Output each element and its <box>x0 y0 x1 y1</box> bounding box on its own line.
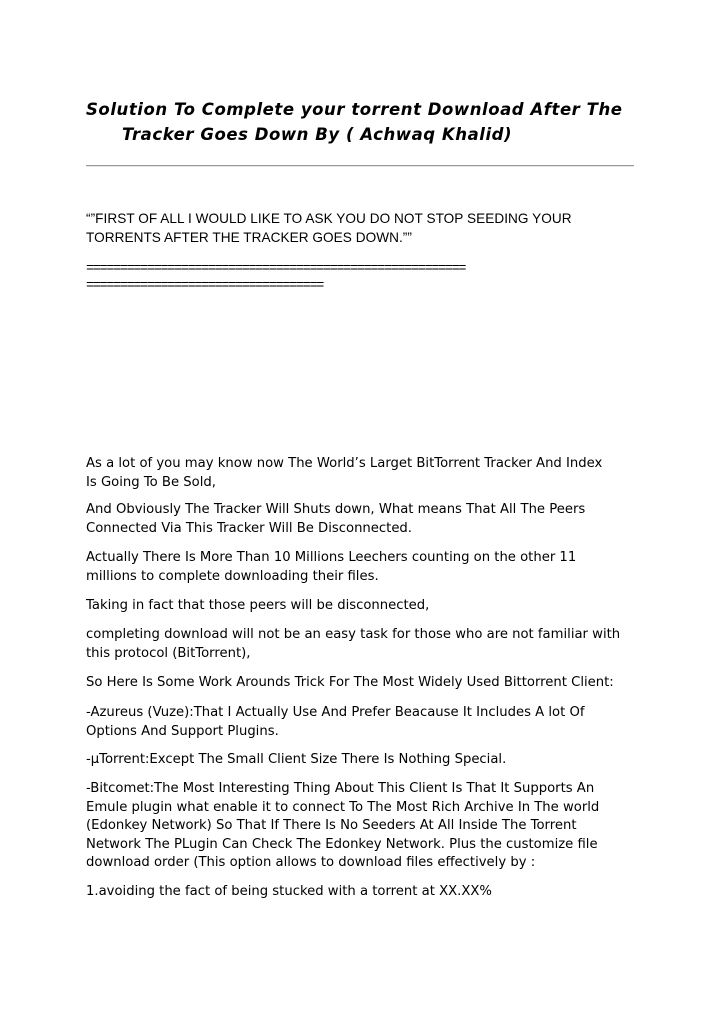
paragraph-line: -µTorrent:Except The Small Client Size There Is Nothing Special. <box>86 752 507 767</box>
horizontal-rule <box>86 165 634 167</box>
body-paragraph <box>86 751 646 770</box>
body-paragraph <box>86 455 646 492</box>
separator-line-2: =================================== <box>86 279 323 294</box>
body-paragraph <box>86 597 646 616</box>
paragraph-line: Options And Support Plugins. <box>86 723 279 739</box>
paragraph-line: Network The PLugin Can Check The Edonkey Network. Plus the customize file <box>86 836 598 852</box>
body-paragraph <box>86 704 646 741</box>
paragraph-line: millions to complete downloading their files. <box>86 568 379 584</box>
paragraph-line: Emule plugin what enable it to connect To The Most Rich Archive In The world <box>86 799 600 815</box>
paragraph-line: 1.avoiding the fact of being stucked with a torrent at XX.XX% <box>86 884 492 899</box>
title-line-2: Tracker Goes Down By ( Achwaq Khalid) <box>122 125 513 144</box>
document-title <box>86 97 646 147</box>
title-line-1: Solution To Complete your torrent Download After The <box>86 100 623 119</box>
separator-line-1: ======================================================== <box>86 262 466 277</box>
paragraph-line: And Obviously The Tracker Will Shuts down, What means That All The Peers <box>86 502 586 517</box>
paragraph-line: Actually There Is More Than 10 Millions Leechers counting on the other 11 <box>86 550 577 565</box>
paragraph-line: -Azureus (Vuze):That I Actually Use And Prefer Beacause It Includes A lot Of <box>86 705 585 720</box>
paragraph-line: Taking in fact that those peers will be disconnected, <box>86 598 430 613</box>
paragraph-line: Is Going To Be Sold, <box>86 474 216 490</box>
paragraph-line: So Here Is Some Work Arounds Trick For The Most Widely Used Bittorrent Client: <box>86 675 614 690</box>
body-paragraph <box>86 883 646 902</box>
paragraph-line: (Edonkey Network) So That If There Is No Seeders At All Inside The Torrent <box>86 818 577 833</box>
body-paragraph <box>86 626 646 663</box>
paragraph-line: completing download will not be an easy task for those who are not familiar with <box>86 627 621 642</box>
paragraph-line: this protocol (BitTorrent), <box>86 645 251 661</box>
seeding-request-quote <box>86 209 646 247</box>
body-paragraph <box>86 549 646 586</box>
body-paragraph <box>86 674 646 693</box>
quote-line-2: TORRENTS AFTER THE TRACKER GOES DOWN.”” <box>86 230 412 245</box>
paragraph-line: download order (This option allows to download files effectively by : <box>86 855 536 870</box>
body-paragraph <box>86 501 646 538</box>
body-paragraph <box>86 780 646 873</box>
quote-line-1: “”FIRST OF ALL I WOULD LIKE TO ASK YOU DO NOT STOP SEEDING YOUR <box>86 211 572 226</box>
paragraph-line: As a lot of you may know now The World’s Larget BitTorrent Tracker And Index <box>86 456 603 471</box>
equals-separator <box>86 261 646 295</box>
paragraph-line: -Bitcomet:The Most Interesting Thing About This Client Is That It Supports An <box>86 781 595 796</box>
paragraph-line: Connected Via This Tracker Will Be Disconnected. <box>86 520 412 536</box>
